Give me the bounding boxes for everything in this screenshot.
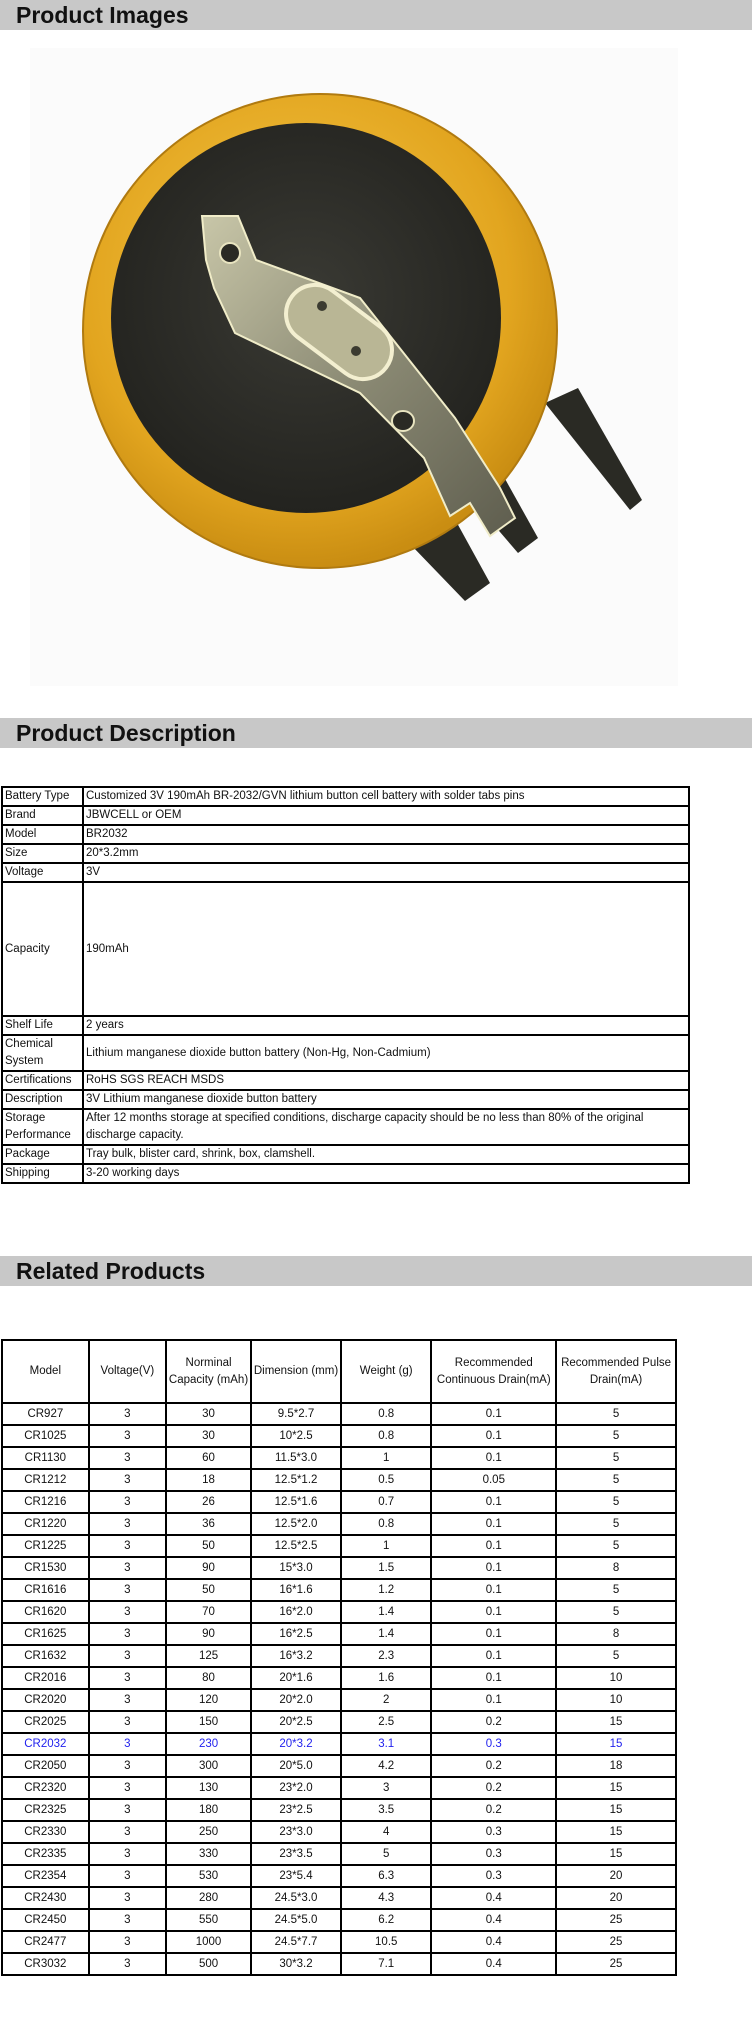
table-cell: 5 — [556, 1513, 676, 1535]
table-cell: 5 — [556, 1469, 676, 1491]
table-cell: 3 — [341, 1777, 431, 1799]
table-cell: CR2050 — [2, 1755, 89, 1777]
table-cell: 23*5.4 — [251, 1865, 341, 1887]
table-row — [2, 1579, 676, 1601]
table-cell: 50 — [166, 1535, 251, 1557]
table-cell: 3 — [89, 1711, 166, 1733]
table-cell: CR2025 — [2, 1711, 89, 1733]
table-cell: 90 — [166, 1557, 251, 1579]
table-cell: 0.3 — [431, 1733, 556, 1755]
description-value: 20*3.2mm — [83, 844, 689, 863]
table-cell: 3 — [89, 1425, 166, 1447]
table-cell: 20*3.2 — [251, 1733, 341, 1755]
table-cell: 12.5*1.2 — [251, 1469, 341, 1491]
table-cell: 23*2.0 — [251, 1777, 341, 1799]
table-cell: 0.3 — [431, 1843, 556, 1865]
table-cell: 90 — [166, 1623, 251, 1645]
table-cell: 0.2 — [431, 1777, 556, 1799]
table-cell: 15 — [556, 1821, 676, 1843]
table-row — [2, 1469, 676, 1491]
table-cell: CR1220 — [2, 1513, 89, 1535]
table-cell: 0.1 — [431, 1601, 556, 1623]
product-description-table — [1, 786, 690, 1184]
table-cell: 0.3 — [431, 1821, 556, 1843]
table-cell: 150 — [166, 1711, 251, 1733]
description-value: 3V Lithium manganese dioxide button battery — [83, 1090, 689, 1109]
description-value: 3-20 working days — [83, 1164, 689, 1183]
product-image — [30, 48, 678, 686]
column-header: Recommended Pulse Drain(mA) — [556, 1340, 676, 1403]
table-row — [2, 1865, 676, 1887]
table-cell: 0.1 — [431, 1579, 556, 1601]
table-cell: 3 — [89, 1579, 166, 1601]
table-cell: 0.1 — [431, 1689, 556, 1711]
table-row — [2, 1821, 676, 1843]
table-row — [2, 1513, 676, 1535]
table-cell: 1 — [341, 1535, 431, 1557]
description-value: After 12 months storage at specified conditions, discharge capacity should be no less than 80% of the original discharge capacity. — [83, 1109, 689, 1145]
description-row — [2, 1145, 689, 1164]
table-row — [2, 1733, 676, 1755]
description-key: Description — [2, 1090, 83, 1109]
table-cell: 280 — [166, 1887, 251, 1909]
table-cell: 4.2 — [341, 1755, 431, 1777]
description-value: BR2032 — [83, 825, 689, 844]
table-cell: 0.2 — [431, 1711, 556, 1733]
table-cell: 0.1 — [431, 1513, 556, 1535]
table-cell: 0.8 — [341, 1425, 431, 1447]
table-cell: 3 — [89, 1865, 166, 1887]
table-cell: 7.1 — [341, 1953, 431, 1975]
description-key: Battery Type — [2, 787, 83, 806]
table-cell: 0.7 — [341, 1491, 431, 1513]
table-cell: 5 — [556, 1601, 676, 1623]
table-cell: 8 — [556, 1557, 676, 1579]
table-row — [2, 1425, 676, 1447]
table-cell: 3 — [89, 1601, 166, 1623]
table-row — [2, 1535, 676, 1557]
description-row — [2, 1090, 689, 1109]
table-row — [2, 1931, 676, 1953]
table-cell: 20*5.0 — [251, 1755, 341, 1777]
table-cell: 6.3 — [341, 1865, 431, 1887]
description-row — [2, 1035, 689, 1071]
table-row — [2, 1667, 676, 1689]
table-cell: 15*3.0 — [251, 1557, 341, 1579]
table-cell: 530 — [166, 1865, 251, 1887]
table-cell: CR3032 — [2, 1953, 89, 1975]
table-row — [2, 1447, 676, 1469]
table-cell: 15 — [556, 1733, 676, 1755]
table-cell: 3 — [89, 1491, 166, 1513]
table-cell: 5 — [556, 1403, 676, 1425]
description-row — [2, 863, 689, 882]
description-value: 190mAh — [83, 882, 689, 1016]
table-cell: 250 — [166, 1821, 251, 1843]
table-cell: CR1225 — [2, 1535, 89, 1557]
table-cell: CR927 — [2, 1403, 89, 1425]
table-cell: 0.1 — [431, 1403, 556, 1425]
table-cell: 20*2.5 — [251, 1711, 341, 1733]
table-cell: 2.3 — [341, 1645, 431, 1667]
description-key: Brand — [2, 806, 83, 825]
table-cell: 0.4 — [431, 1887, 556, 1909]
table-cell: 3 — [89, 1909, 166, 1931]
description-row — [2, 1016, 689, 1035]
table-cell: 3 — [89, 1513, 166, 1535]
table-cell: 1.6 — [341, 1667, 431, 1689]
description-row — [2, 806, 689, 825]
table-cell: 0.8 — [341, 1403, 431, 1425]
table-cell: 36 — [166, 1513, 251, 1535]
section-title: Product Description — [16, 720, 236, 746]
table-cell: CR2325 — [2, 1799, 89, 1821]
table-row — [2, 1711, 676, 1733]
table-cell: 8 — [556, 1623, 676, 1645]
description-value: Customized 3V 190mAh BR-2032/GVN lithium button cell battery with solder tabs pins — [83, 787, 689, 806]
table-cell: CR1216 — [2, 1491, 89, 1513]
table-cell: 500 — [166, 1953, 251, 1975]
table-cell: CR2016 — [2, 1667, 89, 1689]
table-cell: 0.1 — [431, 1425, 556, 1447]
table-cell: 2.5 — [341, 1711, 431, 1733]
table-cell: 5 — [556, 1645, 676, 1667]
description-key: Certifications — [2, 1071, 83, 1090]
table-cell: 12.5*2.5 — [251, 1535, 341, 1557]
description-row — [2, 1109, 689, 1145]
table-cell: 300 — [166, 1755, 251, 1777]
table-cell: 3 — [89, 1777, 166, 1799]
description-key: Voltage — [2, 863, 83, 882]
table-cell: 10.5 — [341, 1931, 431, 1953]
table-cell: 4.3 — [341, 1887, 431, 1909]
table-cell: 25 — [556, 1909, 676, 1931]
table-cell: CR2430 — [2, 1887, 89, 1909]
table-cell: 5 — [556, 1535, 676, 1557]
table-cell: 15 — [556, 1799, 676, 1821]
table-cell: 0.05 — [431, 1469, 556, 1491]
table-cell: 0.4 — [431, 1953, 556, 1975]
table-cell: 6.2 — [341, 1909, 431, 1931]
table-cell: CR1130 — [2, 1447, 89, 1469]
table-row — [2, 1909, 676, 1931]
table-cell: 20*2.0 — [251, 1689, 341, 1711]
column-header: Model — [2, 1340, 89, 1403]
table-cell: 0.1 — [431, 1535, 556, 1557]
table-cell: 0.8 — [341, 1513, 431, 1535]
table-cell: 180 — [166, 1799, 251, 1821]
table-cell: 10*2.5 — [251, 1425, 341, 1447]
table-cell: 3.1 — [341, 1733, 431, 1755]
section-header-product-description — [0, 718, 752, 748]
table-row — [2, 1557, 676, 1579]
table-cell: 5 — [341, 1843, 431, 1865]
table-cell: 1.4 — [341, 1601, 431, 1623]
description-value: 3V — [83, 863, 689, 882]
table-row — [2, 1403, 676, 1425]
table-cell: CR1530 — [2, 1557, 89, 1579]
table-cell: 24.5*7.7 — [251, 1931, 341, 1953]
table-cell: 0.4 — [431, 1931, 556, 1953]
table-cell: 24.5*5.0 — [251, 1909, 341, 1931]
table-cell: 50 — [166, 1579, 251, 1601]
table-cell: 18 — [166, 1469, 251, 1491]
table-row — [2, 1755, 676, 1777]
table-cell: 3 — [89, 1667, 166, 1689]
table-cell: 0.1 — [431, 1447, 556, 1469]
description-row — [2, 825, 689, 844]
table-cell: 0.1 — [431, 1557, 556, 1579]
table-cell: 3.5 — [341, 1799, 431, 1821]
table-row — [2, 1887, 676, 1909]
table-cell: 15 — [556, 1843, 676, 1865]
table-cell: CR2354 — [2, 1865, 89, 1887]
description-key: Size — [2, 844, 83, 863]
table-cell: 0.1 — [431, 1491, 556, 1513]
section-title: Related Products — [16, 1258, 206, 1284]
description-row — [2, 844, 689, 863]
table-cell: 3 — [89, 1645, 166, 1667]
table-cell: CR2320 — [2, 1777, 89, 1799]
table-row — [2, 1645, 676, 1667]
table-cell: 30*3.2 — [251, 1953, 341, 1975]
table-cell: 3 — [89, 1755, 166, 1777]
table-cell: 10 — [556, 1689, 676, 1711]
table-row — [2, 1689, 676, 1711]
table-cell: 0.1 — [431, 1645, 556, 1667]
description-value: Lithium manganese dioxide button battery (Non-Hg, Non-Cadmium) — [83, 1035, 689, 1071]
table-cell: 3 — [89, 1821, 166, 1843]
table-cell: 16*2.0 — [251, 1601, 341, 1623]
description-value: RoHS SGS REACH MSDS — [83, 1071, 689, 1090]
table-cell: CR1025 — [2, 1425, 89, 1447]
table-cell: 120 — [166, 1689, 251, 1711]
table-row — [2, 1777, 676, 1799]
column-header: Voltage(V) — [89, 1340, 166, 1403]
table-cell: 1.2 — [341, 1579, 431, 1601]
table-cell: CR2450 — [2, 1909, 89, 1931]
table-cell: 0.1 — [431, 1667, 556, 1689]
table-cell: 10 — [556, 1667, 676, 1689]
table-cell: 0.1 — [431, 1623, 556, 1645]
table-cell: 230 — [166, 1733, 251, 1755]
table-cell: 330 — [166, 1843, 251, 1865]
table-cell: CR2477 — [2, 1931, 89, 1953]
table-cell: CR1620 — [2, 1601, 89, 1623]
description-row — [2, 787, 689, 806]
table-cell: 23*2.5 — [251, 1799, 341, 1821]
table-cell: 3 — [89, 1535, 166, 1557]
column-header: Recommended Continuous Drain(mA) — [431, 1340, 556, 1403]
table-cell: 30 — [166, 1403, 251, 1425]
table-cell: 12.5*1.6 — [251, 1491, 341, 1513]
table-cell: 15 — [556, 1711, 676, 1733]
section-title: Product Images — [16, 2, 189, 28]
description-row — [2, 1071, 689, 1090]
description-key: Capacity — [2, 882, 83, 1016]
column-header: Weight (g) — [341, 1340, 431, 1403]
section-header-product-images — [0, 0, 752, 30]
table-row — [2, 1601, 676, 1623]
table-row — [2, 1799, 676, 1821]
table-row — [2, 1623, 676, 1645]
table-cell: 18 — [556, 1755, 676, 1777]
description-key: Shelf Life — [2, 1016, 83, 1035]
table-cell: 3 — [89, 1953, 166, 1975]
table-cell: 5 — [556, 1579, 676, 1601]
table-cell: 0.2 — [431, 1799, 556, 1821]
table-cell: 20*1.6 — [251, 1667, 341, 1689]
description-key: Storage Performance — [2, 1109, 83, 1145]
table-cell: 3 — [89, 1689, 166, 1711]
table-cell: 3 — [89, 1403, 166, 1425]
table-cell: 23*3.0 — [251, 1821, 341, 1843]
section-header-related-products — [0, 1256, 752, 1286]
table-cell: 9.5*2.7 — [251, 1403, 341, 1425]
table-cell: CR1616 — [2, 1579, 89, 1601]
table-cell: 1000 — [166, 1931, 251, 1953]
description-value: Tray bulk, blister card, shrink, box, clamshell. — [83, 1145, 689, 1164]
table-cell: 25 — [556, 1953, 676, 1975]
description-value: 2 years — [83, 1016, 689, 1035]
table-cell: 3 — [89, 1843, 166, 1865]
table-cell: CR2032 — [2, 1733, 89, 1755]
table-cell: 24.5*3.0 — [251, 1887, 341, 1909]
table-cell: 23*3.5 — [251, 1843, 341, 1865]
table-cell: 11.5*3.0 — [251, 1447, 341, 1469]
description-key: Model — [2, 825, 83, 844]
table-cell: 16*2.5 — [251, 1623, 341, 1645]
table-cell: 1.4 — [341, 1623, 431, 1645]
table-cell: 2 — [341, 1689, 431, 1711]
description-row — [2, 882, 689, 1016]
table-cell: 0.2 — [431, 1755, 556, 1777]
column-header: Dimension (mm) — [251, 1340, 341, 1403]
table-cell: 5 — [556, 1447, 676, 1469]
table-cell: 3 — [89, 1469, 166, 1491]
description-value: JBWCELL or OEM — [83, 806, 689, 825]
table-row — [2, 1953, 676, 1975]
table-cell: 20 — [556, 1887, 676, 1909]
table-cell: 130 — [166, 1777, 251, 1799]
table-cell: 0.3 — [431, 1865, 556, 1887]
table-cell: 3 — [89, 1623, 166, 1645]
coin-cell-battery-icon — [30, 48, 678, 686]
description-key: Package — [2, 1145, 83, 1164]
table-cell: 3 — [89, 1887, 166, 1909]
table-cell: 16*3.2 — [251, 1645, 341, 1667]
table-cell: 25 — [556, 1931, 676, 1953]
description-key: Shipping — [2, 1164, 83, 1183]
table-row — [2, 1843, 676, 1865]
table-cell: CR2335 — [2, 1843, 89, 1865]
table-cell: CR2330 — [2, 1821, 89, 1843]
table-cell: 125 — [166, 1645, 251, 1667]
table-cell: 1.5 — [341, 1557, 431, 1579]
table-cell: 15 — [556, 1777, 676, 1799]
table-cell: 12.5*2.0 — [251, 1513, 341, 1535]
description-row — [2, 1164, 689, 1183]
table-cell: 1 — [341, 1447, 431, 1469]
column-header: Norminal Capacity (mAh) — [166, 1340, 251, 1403]
table-cell: 20 — [556, 1865, 676, 1887]
table-cell: 5 — [556, 1491, 676, 1513]
table-cell: 3 — [89, 1799, 166, 1821]
table-cell: CR1632 — [2, 1645, 89, 1667]
table-cell: 550 — [166, 1909, 251, 1931]
table-cell: CR1625 — [2, 1623, 89, 1645]
table-cell: 30 — [166, 1425, 251, 1447]
table-cell: 70 — [166, 1601, 251, 1623]
related-products-table — [1, 1339, 677, 1976]
table-cell: 5 — [556, 1425, 676, 1447]
table-cell: CR2020 — [2, 1689, 89, 1711]
table-cell: 3 — [89, 1733, 166, 1755]
description-key: Chemical System — [2, 1035, 83, 1071]
table-cell: 26 — [166, 1491, 251, 1513]
table-cell: 0.4 — [431, 1909, 556, 1931]
table-cell: 16*1.6 — [251, 1579, 341, 1601]
table-cell: CR1212 — [2, 1469, 89, 1491]
table-cell: 3 — [89, 1931, 166, 1953]
table-cell: 0.5 — [341, 1469, 431, 1491]
table-cell: 4 — [341, 1821, 431, 1843]
table-cell: 60 — [166, 1447, 251, 1469]
table-cell: 3 — [89, 1447, 166, 1469]
table-cell: 80 — [166, 1667, 251, 1689]
table-cell: 3 — [89, 1557, 166, 1579]
table-row — [2, 1491, 676, 1513]
